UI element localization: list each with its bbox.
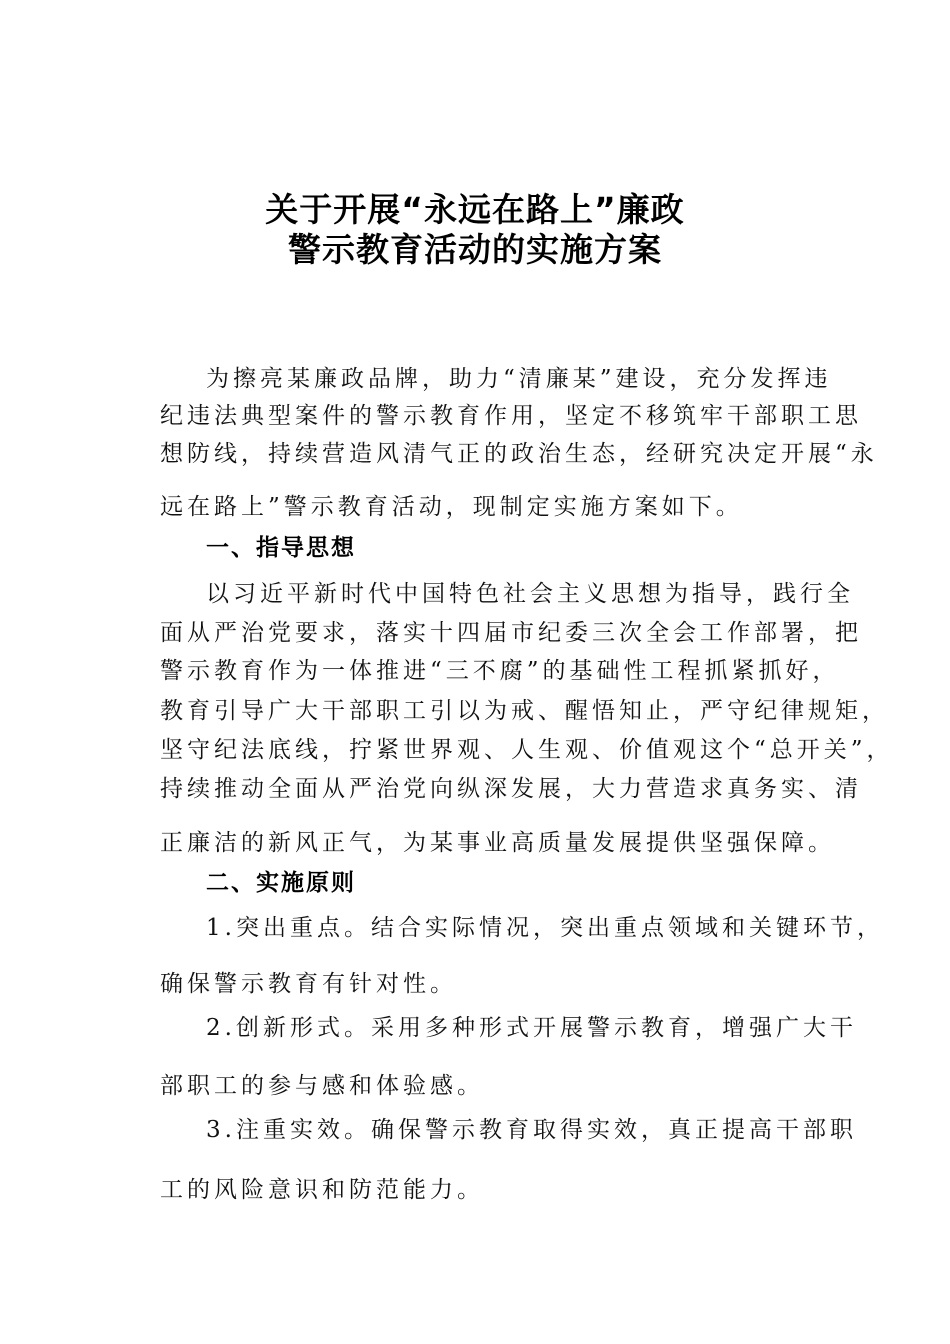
intro-line: 远在路上”警示教育活动，现制定实施方案如下。 [160,494,743,520]
body-line: 教育引导广大干部职工引以为戒、醒悟知止，严守纪律规矩， [160,698,889,724]
document-title-line-2: 警示教育活动的实施方案 [288,230,662,269]
body-line: 警示教育作为一体推进“三不腐”的基础性工程抓紧抓好， [160,658,840,684]
principle-line: 3.注重实效。确保警示教育取得实效，真正提高干部职 [206,1117,857,1143]
body-line: 以习近平新时代中国特色社会主义思想为指导，践行全 [206,581,854,607]
principle-line: 1.突出重点。结合实际情况，突出重点领域和关键环节， [206,915,884,941]
section-heading: 一、指导思想 [206,535,356,561]
body-line: 面从严治党要求，落实十四届市纪委三次全会工作部署，把 [160,620,862,646]
body-line: 持续推动全面从严治党向纵深发展，大力营造求真务实、清 [160,776,862,802]
principle-line: 工的风险意识和防范能力。 [160,1177,484,1203]
principle-line: 部职工的参与感和体验感。 [160,1073,484,1099]
intro-line: 想防线，持续营造风清气正的政治生态，经研究决定开展“永 [160,441,878,467]
principle-line: 确保警示教育有针对性。 [160,971,457,997]
body-line: 正廉洁的新风正气，为某事业高质量发展提供坚强保障。 [160,830,835,856]
intro-line: 为擦亮某廉政品牌，助力“清廉某”建设，充分发挥违 [206,366,832,392]
document-title-line-1: 关于开展“永远在路上”廉政 [265,190,685,229]
body-line: 坚守纪法底线，拧紧世界观、人生观、价值观这个“总开关”， [160,737,894,763]
intro-line: 纪违法典型案件的警示教育作用，坚定不移筑牢干部职工思 [160,403,862,429]
section-heading: 二、实施原则 [206,870,356,896]
principle-line: 2.创新形式。采用多种形式开展警示教育，增强广大干 [206,1015,857,1041]
